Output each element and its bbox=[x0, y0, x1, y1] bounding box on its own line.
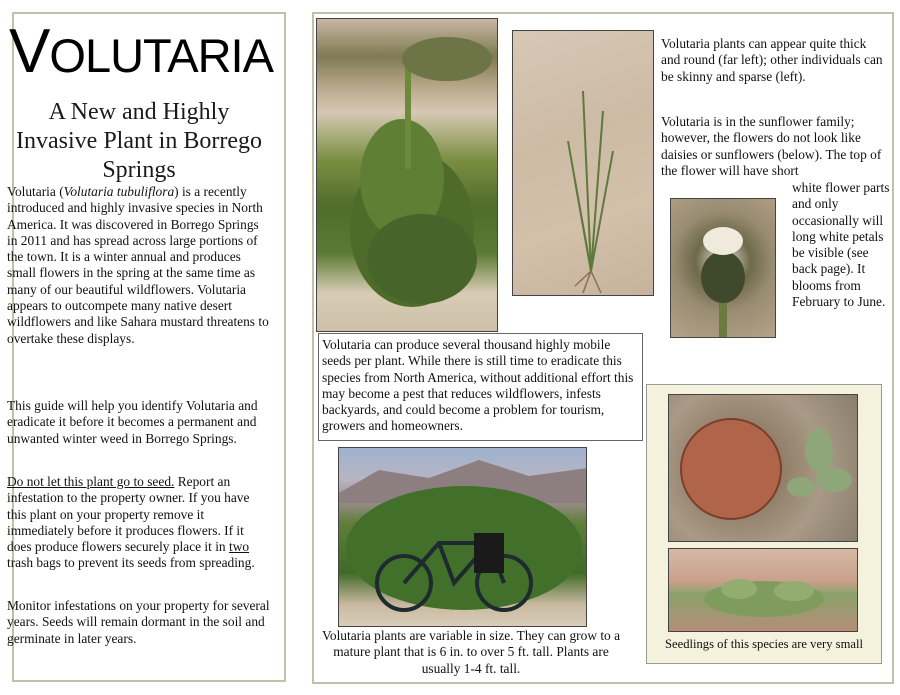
penny-illustration bbox=[669, 395, 858, 542]
size-caption: Volutaria plants are variable in size. They can grow to a mature plant that is 6 in. to over 5 ft. tall. Plants are usually 1-4 ft. tall. bbox=[321, 628, 621, 676]
seed-warning-emphasis: Do not let this plant go to seed. bbox=[7, 474, 175, 489]
scientific-name: Volutaria tubuliflora bbox=[63, 184, 175, 199]
seed-warning-text-a: Report an infestation to the property owner. If you have this plant on your property remove it immediately before it produces flowers. If it does produce flowers securely place it in bbox=[7, 474, 250, 555]
hand-seedling-illustration bbox=[669, 549, 858, 632]
shrub-illustration bbox=[317, 19, 498, 332]
penny-seedling-photo bbox=[668, 394, 858, 542]
hand-seedling-photo bbox=[668, 548, 858, 632]
page-title bbox=[6, 17, 276, 88]
seed-warning-text-b: trash bags to prevent its seeds from spreading. bbox=[7, 555, 255, 571]
sparse-plant-photo bbox=[512, 30, 654, 296]
title-rest: OLUTARIA bbox=[49, 29, 273, 82]
seeds-info-box: Volutaria can produce several thousand highly mobile seeds per plant. While there is still time to eradicate this species from North America, without additional effort this may become a pest that reduces wildflowers, infests backyards, and could become a problem for tourism, growers and homeowners. bbox=[318, 333, 643, 441]
flower-photo bbox=[670, 198, 776, 338]
monitor-paragraph: Monitor infestations on your property for several years. Seeds will remain dormant in the soil and germinate in later years. bbox=[7, 598, 270, 646]
sunflower-family-text: Volutaria is in the sunflower family; however, the flowers do not look like daisies or sunflowers (below). The top of the flower will have short bbox=[661, 114, 882, 178]
thick-plant-photo bbox=[316, 18, 498, 332]
flower-parts-text: white flower parts and only occasionally will long white petals be visible (see back page). It blooms from February to June. bbox=[792, 180, 890, 310]
intro-text-b: ) is a recently introduced and highly invasive species in North America. It was discovered in Borrego Springs in 2011 and has spread across large portions of the town. It is a winter annual and produces small flowers in the spring at the same time as many of our beautiful wildflowers. Volutaria appears to outcompete many native desert wildflowers and like Sahara mustard threatens to overtake these displays. bbox=[7, 184, 269, 346]
sparse-plant-illustration bbox=[513, 31, 654, 296]
intro-paragraph bbox=[7, 184, 271, 347]
seed-warning-paragraph bbox=[7, 474, 271, 572]
two-emphasis: two bbox=[228, 539, 250, 555]
flower-illustration bbox=[671, 199, 776, 338]
page-subtitle: A New and Highly Invasive Plant in Borrego Springs bbox=[16, 99, 262, 183]
intro-text-a: Volutaria ( bbox=[7, 184, 64, 199]
seedling-caption: Seedlings of this species are very small bbox=[665, 637, 863, 651]
bicycle-illustration bbox=[339, 448, 587, 627]
title-initial: V bbox=[9, 17, 50, 86]
guide-paragraph: This guide will help you identify Volutaria and eradicate it before it becomes a permanent and unwanted winter weed in Borrego Springs. bbox=[7, 398, 258, 446]
bicycle-plant-photo bbox=[338, 447, 587, 627]
plant-appearance-text: Volutaria plants can appear quite thick and round (far left); other individuals can be skinny and sparse (left). bbox=[661, 36, 883, 84]
